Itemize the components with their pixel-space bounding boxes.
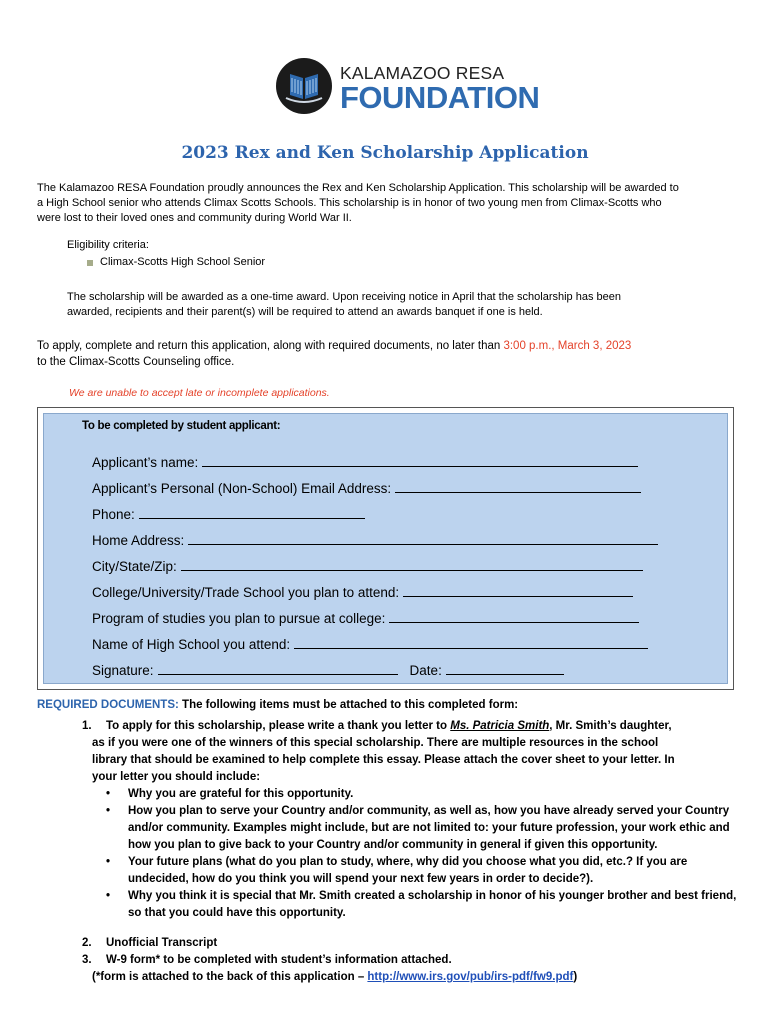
one-time-line: The scholarship will be awarded as a one-time award. Upon receiving notice in April that the scholarship has been xyxy=(67,291,621,303)
list-item xyxy=(82,935,742,952)
deadline: 3:00 p.m., March 3, 2023 xyxy=(503,340,632,352)
applicant-form xyxy=(37,407,734,690)
intro-line: were lost to their loved ones and community during World War II. xyxy=(37,212,352,224)
form-heading: To be completed by student applicant: xyxy=(82,420,281,432)
late-warning: We are unable to accept late or incomplete applications. xyxy=(69,387,330,399)
list-number: 2. xyxy=(82,937,92,949)
bullet-item: • Why you are grateful for this opportunity. xyxy=(106,786,742,803)
eligibility-item xyxy=(100,255,265,270)
signature-label: Signature: xyxy=(92,663,154,678)
recipient-name: Ms. Patricia Smith xyxy=(450,720,550,732)
required-text: The following items must be attached to this completed form: xyxy=(178,699,519,711)
city-label: City/State/Zip: xyxy=(92,559,177,574)
bullet-item: • Why you think it is special that Mr. Smith created a scholarship in honor of his younger brother and best friend, so that you could have this opportunity. xyxy=(106,888,742,922)
apply-instructions xyxy=(37,338,631,370)
one-time-award-paragraph xyxy=(67,290,621,320)
foundation-logo xyxy=(276,58,540,118)
program-field[interactable] xyxy=(92,608,639,626)
required-documents-heading xyxy=(37,698,518,713)
email-field[interactable] xyxy=(92,478,641,496)
college-label: College/University/Trade School you plan to attend: xyxy=(92,585,400,600)
date-label: Date: xyxy=(409,663,442,678)
eligibility-item-text: Climax-Scotts High School Senior xyxy=(100,256,266,268)
list-item xyxy=(82,952,742,969)
intro-line: The Kalamazoo RESA Foundation proudly announces the Rex and Ken Scholarship Application. This scholarship will be awarded to xyxy=(37,182,679,194)
phone-line[interactable] xyxy=(139,504,365,519)
item1-text: To apply for this scholarship, please write a thank you letter to xyxy=(106,720,451,732)
square-bullet-icon xyxy=(87,260,93,266)
applicant-form-panel xyxy=(43,413,728,684)
apply-text: To apply, complete and return this application, along with required documents, no later than xyxy=(37,340,504,352)
item3-note xyxy=(92,969,742,986)
irs-form-link[interactable]: http://www.irs.gov/pub/irs-pdf/fw9.pdf xyxy=(367,971,574,983)
phone-label: Phone: xyxy=(92,507,135,522)
bullet-item: • How you plan to serve your Country and/or community, as well as, how you have already served your Country and/or community. Examples might include, but are not limited to: your future profession, your work ethic and how you plan to give back to your Country and/or community in general if given this opportunity. xyxy=(106,803,742,854)
item1-line: as if you were one of the winners of this special scholarship. There are multiple resources in the school xyxy=(92,737,659,749)
date-line[interactable] xyxy=(446,660,564,675)
signature-line[interactable] xyxy=(158,660,398,675)
list-number: 3. xyxy=(82,954,92,966)
item3-note-text: (*form is attached to the back of this application – xyxy=(92,971,368,983)
intro-line: a High School senior who attends Climax Scotts Schools. This scholarship is in honor of two young men from Climax-Scotts who xyxy=(37,197,662,209)
address-line[interactable] xyxy=(188,530,658,545)
required-documents-list xyxy=(82,718,742,986)
program-line[interactable] xyxy=(389,608,639,623)
list-item xyxy=(82,718,742,735)
open-book-icon xyxy=(276,58,332,114)
item2-text: Unofficial Transcript xyxy=(106,937,218,949)
logo-line2: FOUNDATION xyxy=(340,80,540,115)
program-label: Program of studies you plan to pursue at college: xyxy=(92,611,386,626)
one-time-line: awarded, recipients and their parent(s) will be required to attend an awards banquet if one is held. xyxy=(67,306,543,318)
required-label: REQUIRED DOCUMENTS: xyxy=(37,699,179,711)
page-title: 2023 Rex and Ken Scholarship Application xyxy=(181,143,589,163)
address-label: Home Address: xyxy=(92,533,185,548)
bullet-item: • Your future plans (what do you plan to study, where, why did you choose what you did, etc.? If you are undecided, how do you think you will spend your next few years in order to decide?). xyxy=(106,854,742,888)
apply-text-line2: to the Climax-Scotts Counseling office. xyxy=(37,356,235,368)
high-school-field[interactable] xyxy=(92,634,648,652)
email-line[interactable] xyxy=(395,478,641,493)
name-field[interactable] xyxy=(92,452,638,470)
name-line[interactable] xyxy=(202,452,638,467)
list-number: 1. xyxy=(82,720,92,732)
item1-text-end: , Mr. Smith’s daughter, xyxy=(549,720,672,732)
city-field[interactable] xyxy=(92,556,643,574)
city-line[interactable] xyxy=(181,556,643,571)
item1-line: your letter you should include: xyxy=(92,771,261,783)
college-line[interactable] xyxy=(403,582,633,597)
signature-field[interactable] xyxy=(92,660,564,678)
item1-continuation xyxy=(92,735,742,786)
college-field[interactable] xyxy=(92,582,633,600)
address-field[interactable] xyxy=(92,530,658,548)
high-school-line[interactable] xyxy=(294,634,648,649)
item3-text: W-9 form* to be completed with student’s information attached. xyxy=(106,954,452,966)
eligibility-label: Eligibility criteria: xyxy=(67,239,149,251)
item3-note-end: ) xyxy=(573,971,578,983)
item1-line: library that should be examined to help complete this essay. Please attach the cover sheet to your letter. In xyxy=(92,754,675,766)
name-label: Applicant’s name: xyxy=(92,455,199,470)
email-label: Applicant’s Personal (Non-School) Email Address: xyxy=(92,481,392,496)
phone-field[interactable] xyxy=(92,504,365,522)
intro-paragraph xyxy=(37,181,679,226)
logo-line1: KALAMAZOO RESA xyxy=(340,63,505,83)
high-school-label: Name of High School you attend: xyxy=(92,637,291,652)
